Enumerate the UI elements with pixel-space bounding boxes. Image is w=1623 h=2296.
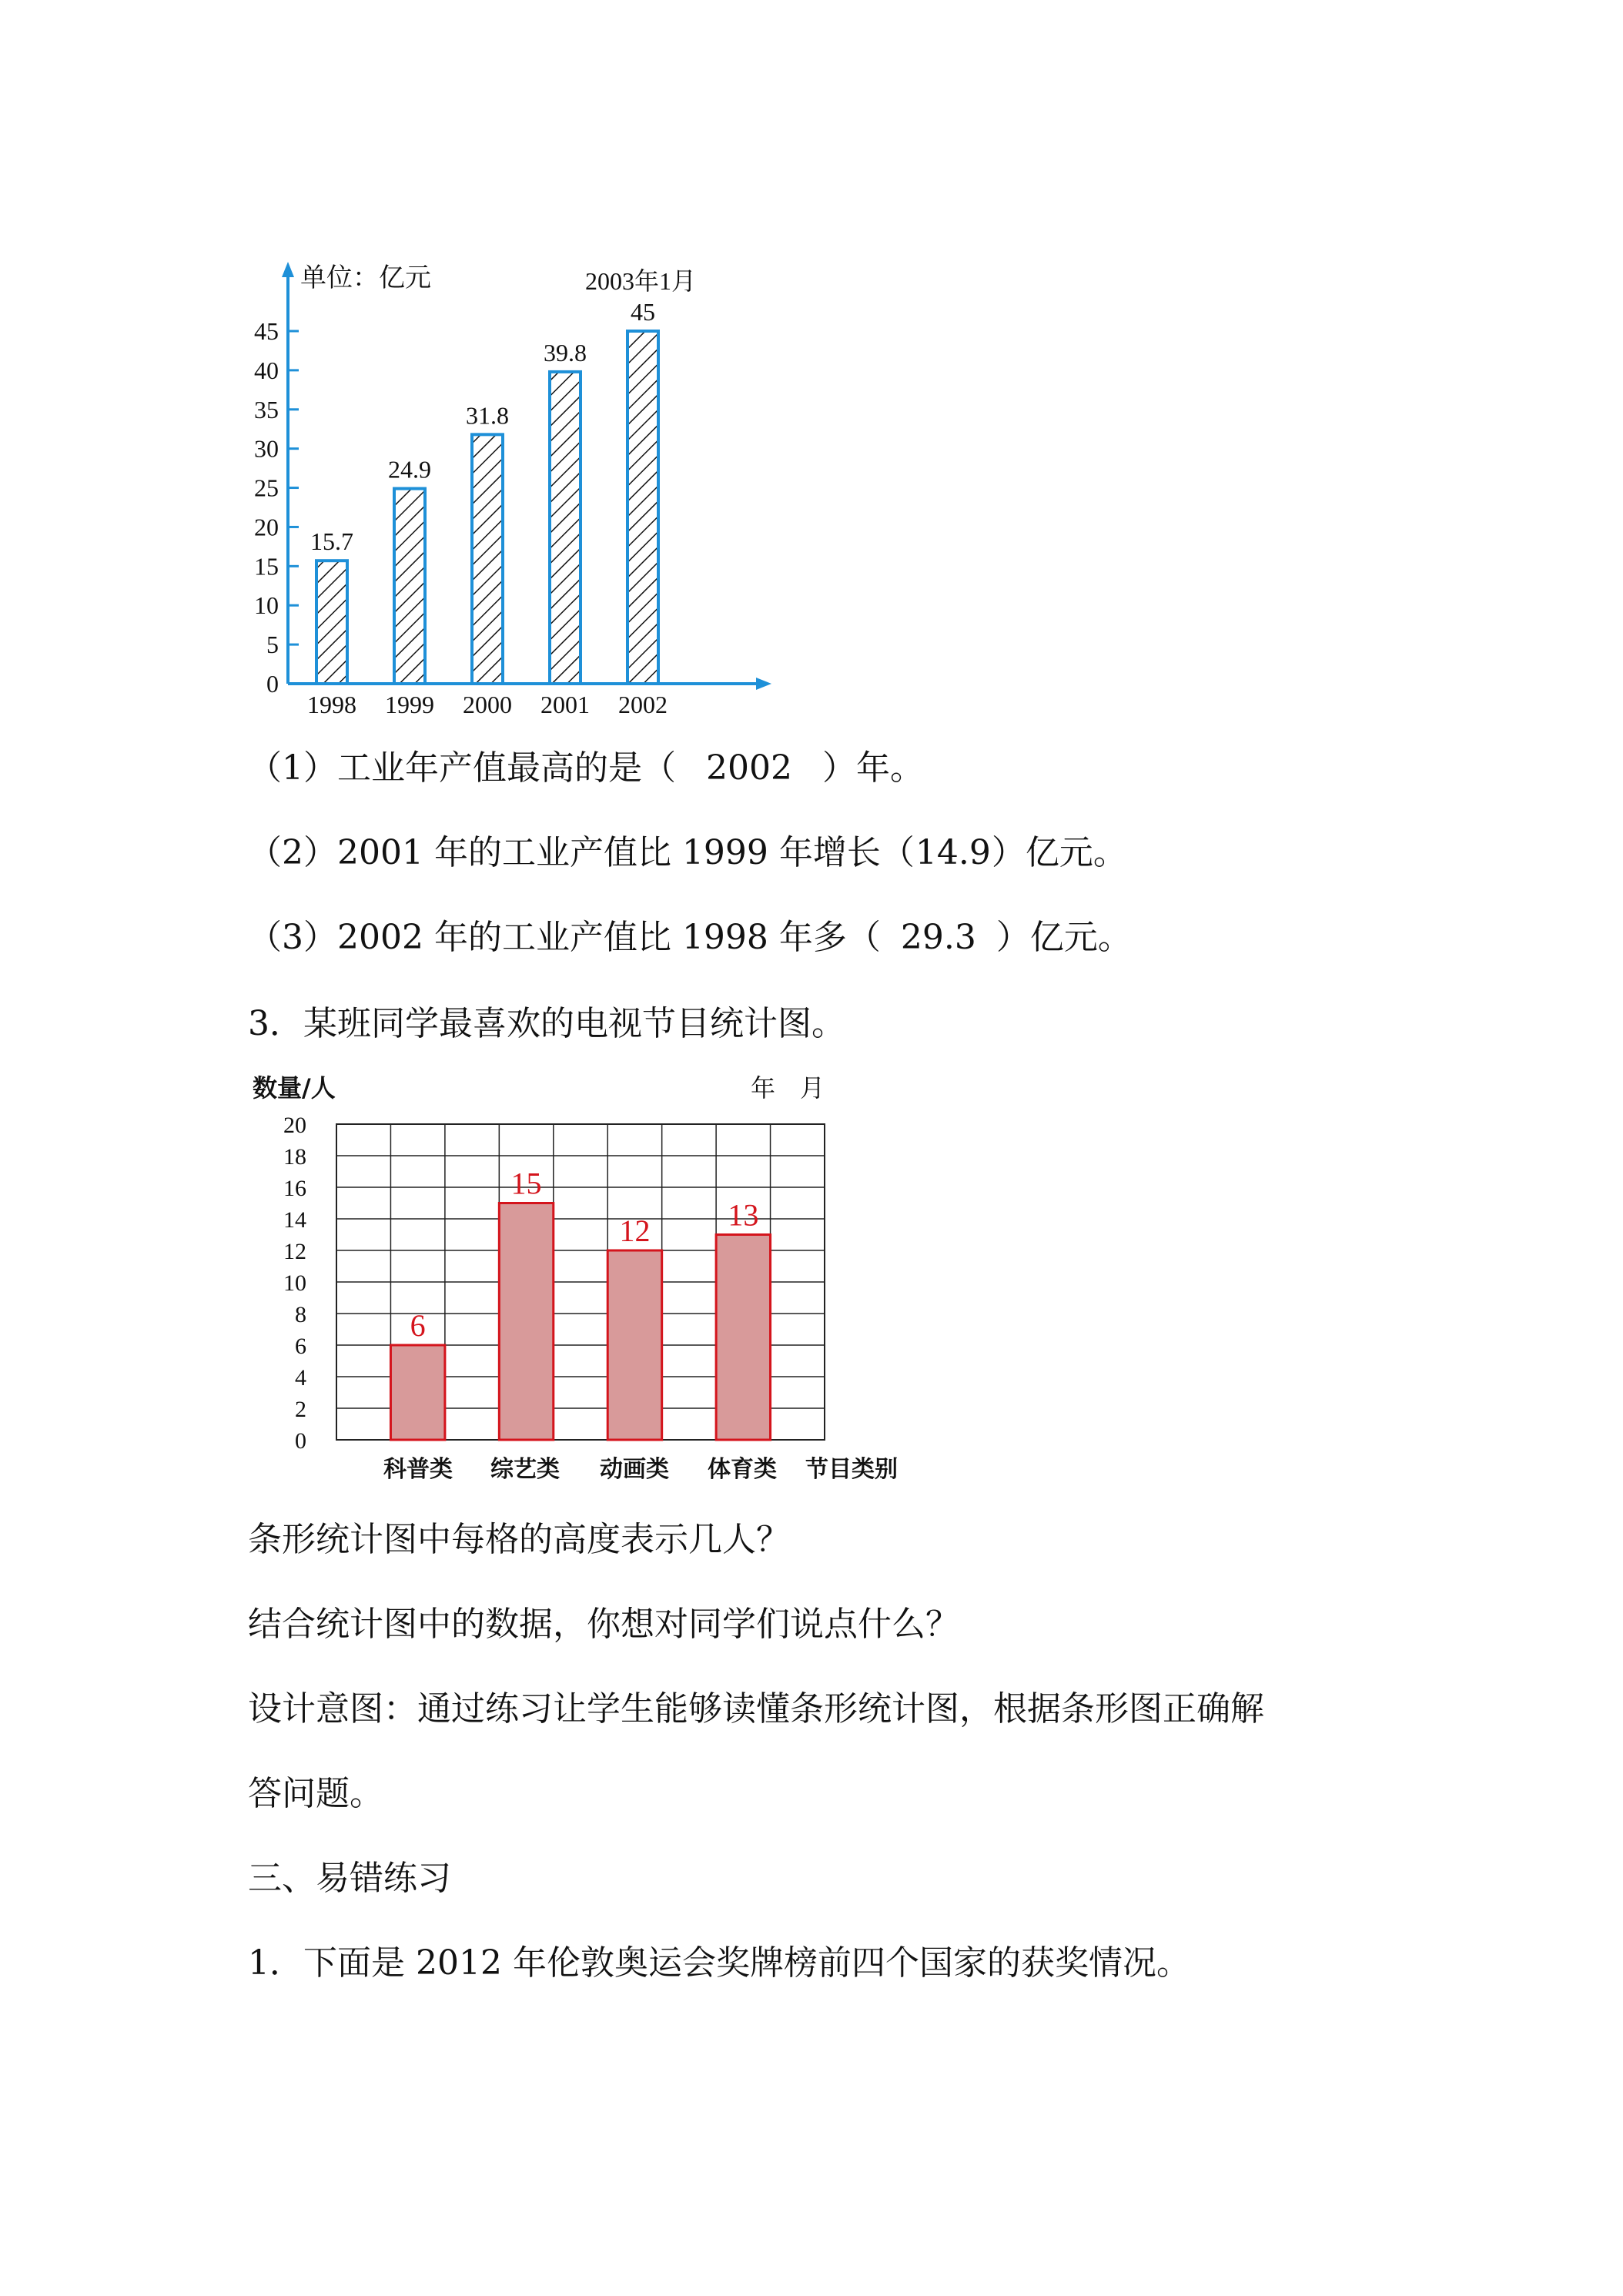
- x-tick-label: 2001: [540, 691, 590, 718]
- y-tick-label: 0: [266, 670, 279, 698]
- y-tick-label: 20: [254, 513, 279, 541]
- x-tick-label: 1999: [385, 691, 434, 718]
- x-axis-label: 节目类别: [805, 1456, 898, 1483]
- x-tick-label: 2000: [463, 691, 512, 718]
- paragraph-2: 结合统计图中的数据，你想对同学们说点什么？: [248, 1605, 959, 1644]
- bar-value-label: 39.8: [544, 338, 587, 366]
- y-tick-label: 45: [254, 317, 279, 345]
- y-tick-label: 12: [283, 1239, 306, 1264]
- y-tick-label: 8: [295, 1302, 306, 1327]
- paragraph-3a: 设计意图：通过练习让学生能够读懂条形统计图，根据条形图正确解: [248, 1689, 1264, 1729]
- y-tick-label: 0: [295, 1428, 306, 1454]
- x-tick-label: 体育类: [708, 1456, 777, 1483]
- y-axis-arrow: [282, 262, 294, 277]
- y-tick-label: 20: [283, 1113, 306, 1138]
- bar-value-label: 45: [631, 298, 655, 326]
- answer-1: 2002: [706, 748, 792, 788]
- y-tick-label: 35: [254, 395, 279, 423]
- question-2: （2）2001 年的工业产值比 1999 年增长（14.9）亿元。: [248, 830, 1127, 876]
- bar: [716, 1235, 770, 1441]
- x-axis-arrow: [756, 678, 771, 690]
- y-tick-label: 4: [295, 1365, 306, 1391]
- x-tick-label: 综艺类: [490, 1456, 560, 1483]
- bar: [607, 1250, 661, 1440]
- bar: [499, 1203, 553, 1441]
- x-tick-label: 1998: [307, 691, 356, 718]
- y-tick-label: 10: [254, 591, 279, 620]
- unit-label: 单位：亿元: [300, 264, 431, 293]
- y-tick-label: 5: [266, 631, 279, 659]
- y-tick-label: 14: [283, 1207, 306, 1233]
- y-tick-label: 16: [283, 1176, 306, 1201]
- x-tick-label: 科普类: [383, 1456, 453, 1483]
- bar: [394, 489, 425, 684]
- bar-value-label: 6: [410, 1308, 426, 1343]
- x-tick-label: 动画类: [600, 1456, 669, 1483]
- bar-value-label: 15: [510, 1166, 542, 1201]
- bar-value-label: 13: [728, 1197, 759, 1233]
- paragraph-3b: 答问题。: [248, 1774, 383, 1813]
- y-tick-label: 2: [295, 1397, 306, 1422]
- y-axis-label: 数量/人: [253, 1073, 336, 1103]
- bar: [550, 372, 581, 684]
- paragraph-4: 1．下面是 2012 年伦敦奥运会奖牌榜前四个国家的获奖情况。: [248, 1943, 1190, 1983]
- bar: [472, 434, 503, 684]
- y-tick-label: 10: [283, 1270, 306, 1296]
- bar: [627, 331, 658, 684]
- section-heading: 三、易错练习: [248, 1859, 451, 1898]
- bar-value-label: 31.8: [466, 401, 509, 430]
- tv-program-chart: [0, 1063, 1623, 1494]
- bar: [316, 561, 347, 684]
- bar-value-label: 24.9: [388, 455, 431, 484]
- answer-3: 29.3: [900, 918, 976, 957]
- y-tick-label: 6: [295, 1334, 306, 1359]
- y-tick-label: 40: [254, 356, 279, 384]
- y-tick-label: 15: [254, 552, 279, 581]
- bar-value-label: 12: [619, 1213, 651, 1248]
- question-3: （3）2002 年的工业产值比 1998 年多（ 29.3 ）亿元。: [248, 915, 1132, 961]
- date-note: 2003年1月: [585, 267, 697, 295]
- bar-value-label: 15.7: [310, 527, 353, 556]
- paragraph-1: 条形统计图中每格的高度表示几人？: [248, 1520, 790, 1559]
- y-tick-label: 18: [283, 1144, 306, 1170]
- question-1: （1）工业年产值最高的是（ 2002 ）年。: [248, 745, 924, 792]
- bar: [390, 1345, 444, 1440]
- y-tick-label: 25: [254, 474, 279, 502]
- x-tick-label: 2002: [618, 691, 668, 718]
- answer-2: 14.9: [915, 833, 991, 872]
- industrial-output-chart: [0, 0, 1623, 724]
- date-note: 年 月: [751, 1074, 825, 1102]
- y-tick-label: 30: [254, 434, 279, 463]
- section-3-title: 3．某班同学最喜欢的电视节目统计图。: [248, 1004, 845, 1043]
